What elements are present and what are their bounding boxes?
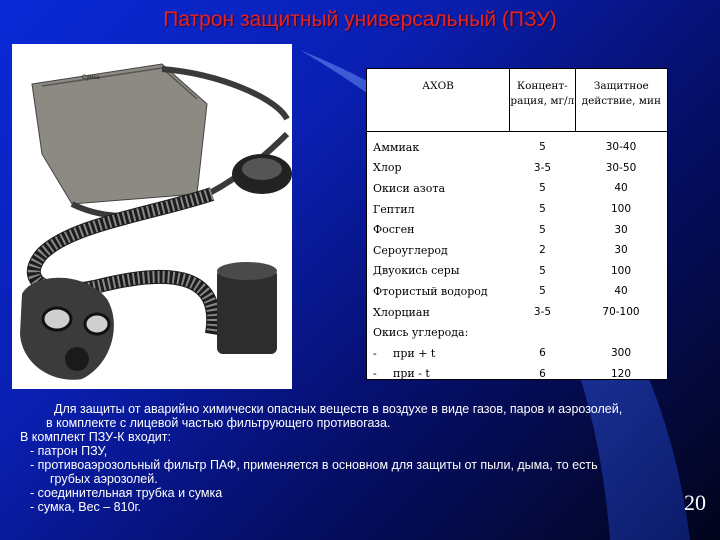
concentration-cell: 2 [539,244,546,257]
substance-name: Окись углерода: [373,326,469,340]
kit-item: - противоаэрозольный фильтр ПАФ, применяется в основном для защиты от пыли, дыма, то есть [30,458,598,472]
table-row [367,364,667,385]
substance-cell [367,347,510,360]
substance-name: Окиси азота [373,181,446,195]
substance-cell [367,203,510,216]
substance-name: Гептил [373,202,415,216]
protection-time-cell: 30 [614,223,628,236]
table-row [367,199,667,220]
bag-label: Сумка [82,75,100,81]
substance-name: Хлор [373,161,402,175]
protection-time-cell: 30-50 [605,161,637,174]
intro-text: Для защиты от аварийно химически опасных веществ в воздухе в виде газов, паров и аэрозолей, [54,402,623,416]
substance-name: Хлорциан [373,305,430,319]
substance-name: Двуокись серы [373,264,460,278]
protection-time-cell: 30-40 [605,141,637,154]
substance-cell [367,367,510,380]
header-substance: АХОВ [367,69,510,131]
substance-cell [367,264,510,277]
substance-cell [367,326,510,339]
table-row [367,343,667,364]
protection-table [366,68,668,380]
table-body [367,132,667,384]
concentration-cell: 5 [539,141,546,154]
header-protection-time: Защитное действие, мин [581,80,661,107]
kit-item: - сумка, Вес – 810г. [30,500,142,514]
substance-name: Фосген [373,223,415,237]
protection-time-cell: 300 [610,347,632,360]
header-concentration: Концент-рация, мг/л [510,69,576,131]
gas-mask-photo [12,44,292,389]
table-row [367,322,667,343]
kit-item: грубых аэрозолей. [50,472,158,486]
protection-time-cell: 30 [614,244,628,257]
table-header [367,69,667,132]
substance-name: Фтористый водород [373,284,488,298]
table-row [367,137,667,158]
substance-cell [367,182,510,195]
substance-cell [367,223,510,236]
substance-name: при - t [393,367,430,381]
concentration-cell: 5 [539,264,546,277]
concentration-cell: 5 [539,203,546,216]
kit-item: - соединительная трубка и сумка [30,486,223,500]
protection-time-cell: 40 [614,285,628,298]
protection-time-cell: 70-100 [602,306,640,319]
intro-text-cont: в комплекте с лицевой частью фильтрующего противогаза. [46,416,391,430]
bullet: - [373,346,377,360]
kit-heading: В комплект ПЗУ-К входит: [20,430,171,444]
table-row [367,240,667,261]
substance-cell [367,244,510,257]
protection-time-cell: 100 [610,203,632,216]
substance-name: при + t [393,346,436,360]
substance-name: Аммиак [373,140,420,154]
table-row [367,281,667,302]
page-number: 20 [684,490,706,515]
substance-cell [367,306,510,319]
protection-time-cell: 40 [614,182,628,195]
description-text [18,402,698,514]
table-row [367,261,667,282]
concentration-cell: 5 [539,182,546,195]
concentration-cell: 5 [539,285,546,298]
concentration-cell: 5 [539,223,546,236]
bullet: - [373,367,377,381]
protection-time-cell: 120 [610,367,632,380]
substance-cell [367,161,510,174]
table-row [367,158,667,179]
table-row [367,219,667,240]
concentration-cell: 6 [539,367,546,380]
concentration-cell: 6 [539,347,546,360]
substance-name: Сероуглерод [373,243,448,257]
substance-cell [367,141,510,154]
protection-time-cell: 100 [610,264,632,277]
kit-item: - патрон ПЗУ, [30,444,108,458]
table-row [367,178,667,199]
concentration-cell: 3-5 [533,306,552,319]
table-row [367,302,667,323]
substance-cell [367,285,510,298]
concentration-cell: 3-5 [533,161,552,174]
page-title: Патрон защитный универсальный (ПЗУ) [163,8,557,31]
